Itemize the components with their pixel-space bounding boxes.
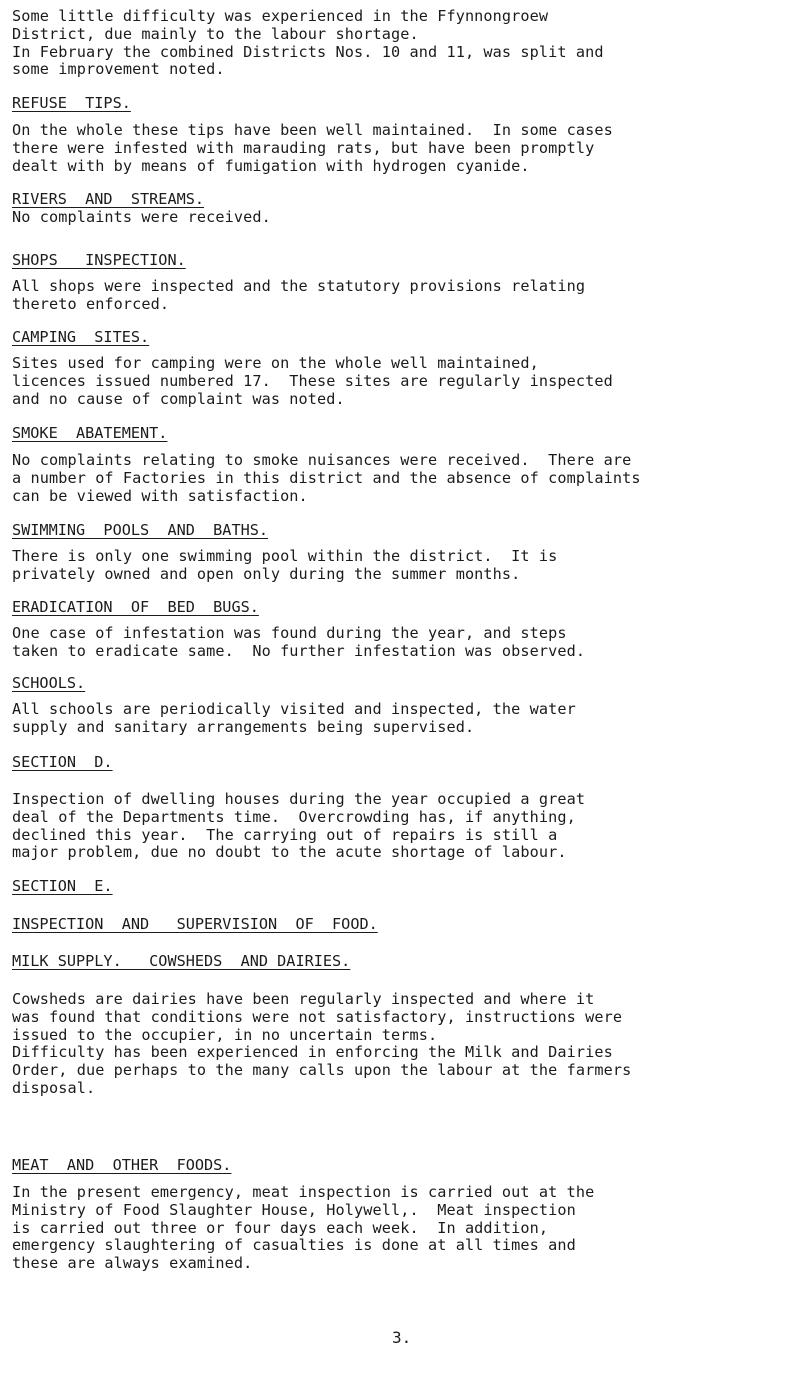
body-swimming-pools: There is only one swimming pool within the district. It is privately owned and open only during the summer months. bbox=[12, 547, 558, 583]
heading-bed-bugs: ERADICATION OF BED BUGS. bbox=[12, 598, 259, 616]
heading-food-inspection: INSPECTION AND SUPERVISION OF FOOD. bbox=[12, 915, 378, 933]
heading-swimming-pools: SWIMMING POOLS AND BATHS. bbox=[12, 521, 269, 539]
body-camping-sites: Sites used for camping were on the whole well maintained, licences issued numbered 17. These sites are regularly inspected and no cause of complaint was noted. bbox=[12, 354, 613, 408]
body-refuse-tips: On the whole these tips have been well maintained. In some cases there were infested with marauding rats, but have been promptly dealt with by means of fumigation with hydrogen cyanide. bbox=[12, 121, 613, 175]
body-smoke-abatement: No complaints relating to smoke nuisances were received. There are a number of Factories in this district and the absence of complaints can be viewed with satisfaction. bbox=[12, 451, 641, 505]
heading-section-d: SECTION D. bbox=[12, 753, 113, 771]
body-section-d: Inspection of dwelling houses during the year occupied a great deal of the Departments time. Overcrowding has, if anything, declined this year. The carrying out of repairs is still a major problem, due no doubt to the acute shortage of labour. bbox=[12, 790, 586, 862]
body-milk-supply: Cowsheds are dairies have been regularly inspected and where it was found that conditions were not satisfactory, instructions were issued to the occupier, in no uncertain terms. Difficulty has been experienced in enforcing the Milk and Dairies Order, due perhaps to the many calls upon the labour at the farmers disposal. bbox=[12, 990, 632, 1097]
heading-camping-sites: CAMPING SITES. bbox=[12, 328, 150, 346]
heading-section-e: SECTION E. bbox=[12, 877, 113, 895]
body-bed-bugs: One case of infestation was found during the year, and steps taken to eradicate same. No further infestation was observed. bbox=[12, 624, 586, 660]
intro-paragraph: Some little difficulty was experienced in the Ffynnongroew District, due mainly to the labour shortage. In February the combined Districts Nos. 10 and 11, was split and some improvement noted. bbox=[12, 7, 604, 79]
heading-meat-foods: MEAT AND OTHER FOODS. bbox=[12, 1156, 232, 1174]
page-number: 3. bbox=[392, 1328, 412, 1347]
heading-refuse-tips: REFUSE TIPS. bbox=[12, 94, 131, 112]
body-shops-inspection: All shops were inspected and the statutory provisions relating thereto enforced. bbox=[12, 277, 586, 313]
heading-smoke-abatement: SMOKE ABATEMENT. bbox=[12, 424, 168, 442]
heading-schools: SCHOOLS. bbox=[12, 674, 86, 692]
body-meat-foods: In the present emergency, meat inspection is carried out at the Ministry of Food Slaughter House, Holywell,. Meat inspection is carried out three or four days each week. In addition, emergency slaughtering of casualties is done at all times and these are always examined. bbox=[12, 1183, 595, 1273]
heading-shops-inspection: SHOPS INSPECTION. bbox=[12, 251, 186, 269]
body-schools: All schools are periodically visited and inspected, the water supply and sanitary arrangements being supervised. bbox=[12, 700, 576, 736]
heading-milk-supply: MILK SUPPLY. COWSHEDS AND DAIRIES. bbox=[12, 952, 351, 970]
heading-rivers-streams: RIVERS AND STREAMS. bbox=[12, 190, 205, 208]
body-rivers-streams: No complaints were received. bbox=[12, 208, 271, 226]
